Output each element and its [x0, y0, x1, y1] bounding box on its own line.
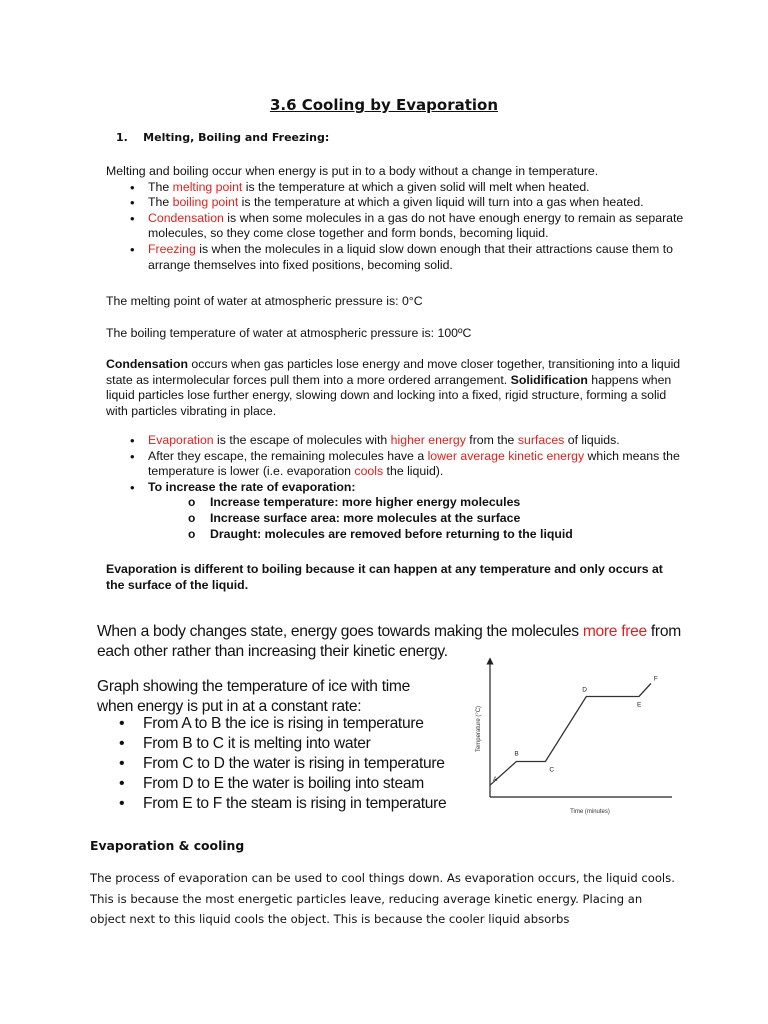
- evaporation-sub-list: [106, 495, 686, 542]
- sub-list-item: o Draught: molecules are removed before returning to the liquid: [106, 527, 686, 543]
- list-item: • From B to C it is melting into water: [97, 734, 457, 754]
- list-item: • Freezing is when the molecules in a liquid slow down enough that their attractions cause them to arrange themselves into fixed positions, becoming solid.: [106, 242, 686, 273]
- evaporation-block: [106, 433, 686, 542]
- point-label-d: D: [582, 686, 588, 694]
- section-number: 1.: [116, 131, 128, 144]
- term-condensation: Condensation: [148, 210, 224, 225]
- list-item: • Evaporation is the escape of molecules with higher energy from the surfaces of liquids.: [106, 433, 686, 449]
- temperature-time-graph: [460, 655, 690, 825]
- definitions-block: [106, 164, 686, 273]
- list-item: • From E to F the steam is rising in temperature: [97, 794, 457, 814]
- list-item: • After they escape, the remaining molecules have a lower average kinetic energy which means the temperature is lower (i.e. evaporation cools the liquid).: [106, 449, 686, 480]
- point-label-c: C: [549, 766, 555, 774]
- boiling-fact: The boiling temperature of water at atmospheric pressure is: 100ºC: [106, 326, 472, 340]
- temperature-curve: [490, 684, 651, 786]
- graph-caption: Graph showing the temperature of ice with time when energy is put in at a constant rate:: [97, 678, 410, 715]
- cooling-paragraph: The process of evaporation can be used to cool things down. As evaporation occurs, the liquid cools. This is because the most energetic particles leave, reducing average kinetic energy. Placing an object next to this liquid cools the object. This is because the cooler liquid absorbs: [90, 871, 675, 926]
- sub-list-item: o Increase surface area: more molecules at the surface: [106, 511, 686, 527]
- definitions-list: [106, 180, 686, 274]
- graph-bullets: [97, 714, 457, 814]
- x-axis-label: Time (minutes): [570, 809, 610, 815]
- point-label-b: B: [514, 750, 519, 758]
- list-item: • The melting point is the temperature at which a given solid will melt when heated.: [106, 180, 686, 196]
- section-heading-text: Melting, Boiling and Freezing:: [143, 131, 330, 144]
- list-item: • Condensation is when some molecules in a gas do not have enough energy to remain as separate molecules, so they come close together and form bonds, becoming liquid.: [106, 211, 686, 242]
- term-boiling-point: boiling point: [172, 195, 239, 210]
- point-label-a: A: [493, 776, 498, 784]
- list-item: • The boiling point is the temperature at which a given liquid will turn into a gas when heated.: [106, 195, 686, 211]
- term-freezing: Freezing: [148, 241, 196, 256]
- cooling-heading: Evaporation & cooling: [90, 838, 245, 853]
- evaporation-list: [106, 433, 686, 495]
- term-solidification: Solidification: [510, 372, 588, 387]
- section-heading: [116, 131, 329, 144]
- sub-list-item: o Increase temperature: more higher energy molecules: [106, 495, 686, 511]
- intro-text: Melting and boiling occur when energy is put in to a body without a change in temperature.: [106, 164, 599, 178]
- point-label-e: E: [637, 701, 642, 709]
- page-title: 3.6 Cooling by Evaporation: [269, 96, 499, 114]
- boiling-difference: Evaporation is different to boiling because it can happen at any temperature and only occurs at the surface of the liquid.: [106, 562, 663, 592]
- term-melting-point: melting point: [172, 179, 243, 194]
- states-paragraph: Condensation occurs when gas particles lose energy and move closer together, transitioning into a liquid state as intermolecular forces pull them into a more ordered arrangement. Solidification happens when liquid particles lose further energy, slowing down and locking into a fixed, rigid structure, forming a solid with particles vibrating in place.: [106, 357, 681, 418]
- state-change-text: When a body changes state, energy goes towards making the molecules more free from each other rather than increasing their kinetic energy.: [97, 623, 681, 660]
- list-item: • From C to D the water is rising in temperature: [97, 754, 457, 774]
- list-item: • From A to B the ice is rising in temperature: [97, 714, 457, 734]
- list-item: • To increase the rate of evaporation:: [106, 480, 686, 496]
- more-free-highlight: more free: [582, 623, 647, 640]
- point-label-f: F: [653, 675, 658, 683]
- term-condensation-bold: Condensation: [106, 357, 188, 371]
- y-axis-label: Temperature (°C): [476, 705, 482, 753]
- melting-fact: The melting point of water at atmospheric pressure is: 0°C: [106, 294, 423, 308]
- list-item: • From D to E the water is boiling into steam: [97, 774, 457, 794]
